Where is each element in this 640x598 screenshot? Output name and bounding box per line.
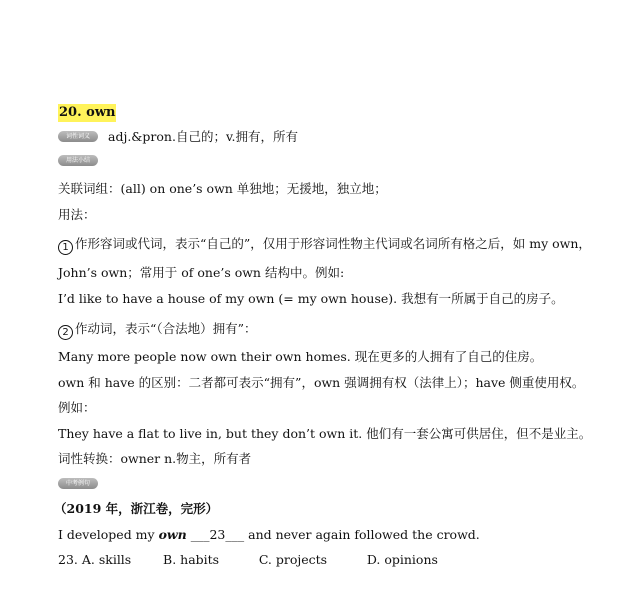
exam-sentence-before: I developed my xyxy=(58,527,159,542)
usage-label: 用法： xyxy=(58,207,96,222)
own-have-difference: own 和 have 的区别：二者都可表示“拥有”，own 强调拥有权（法律上）；have 侧重使用权。 xyxy=(58,375,585,390)
example-label: 例如： xyxy=(58,400,96,415)
related-phrase: 关联词组：(all) on one’s own 单独地；无援地，独立地； xyxy=(58,181,387,196)
word-title: 20. own xyxy=(59,105,116,120)
exam-source: （2019 年，浙江卷，完形） xyxy=(54,501,219,516)
number-circle-icon: 1 xyxy=(58,240,73,255)
badge-exam-direction: 中考例句 xyxy=(58,478,98,489)
exam-sentence-after: and never again followed the crowd. xyxy=(244,527,480,542)
usage-2-line-1 xyxy=(58,320,257,340)
usage-1-text: 作形容词或代词，表示“自己的”，仅用于形容词性物主代词或名词所有格之后，如 my own， xyxy=(75,236,591,251)
definition: adj.&pron.自己的；v.拥有，所有 xyxy=(108,129,299,144)
exam-sentence xyxy=(58,526,480,544)
usage-1-example: I’d like to have a house of my own (= my own house). 我想有一所属于自己的房子。 xyxy=(58,291,564,306)
difference-example: They have a flat to live in, but they don’t own it. 他们有一套公寓可供居住，但不是业主。 xyxy=(58,426,592,441)
exam-blank: ___23___ xyxy=(190,527,245,542)
badge-part-of-speech: 词性词义 xyxy=(58,131,98,142)
usage-1-line-1 xyxy=(58,235,591,255)
exam-keyword: own xyxy=(158,527,187,542)
number-circle-icon: 2 xyxy=(58,325,73,340)
usage-2-text: 作动词，表示“（合法地）拥有”： xyxy=(75,321,257,336)
exam-options: 23. A. skills B. habits C. projects D. opinions xyxy=(58,552,438,567)
word-conversion: 词性转换：owner n.物主，所有者 xyxy=(58,451,252,466)
usage-2-example: Many more people now own their own homes. 现在更多的人拥有了自己的住房。 xyxy=(58,349,543,364)
badge-usage-summary: 用法小结 xyxy=(58,155,98,166)
usage-1-line-2: John’s own；常用于 of one’s own 结构中。例如: xyxy=(58,265,345,280)
